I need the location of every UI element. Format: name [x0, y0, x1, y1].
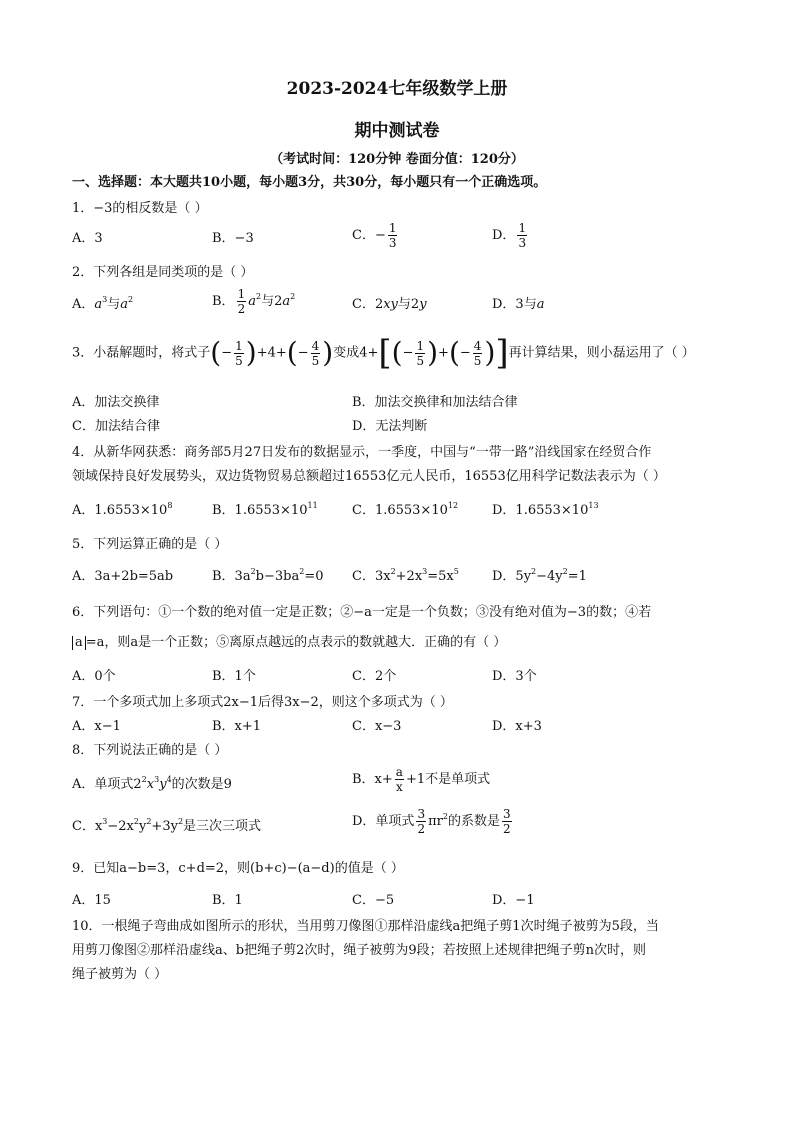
fraction: $\frac{1}{3}$ [388, 221, 397, 250]
exam-title: 2023-2024七年级数学上册 [286, 79, 508, 99]
q5-option-a: A．3a+2b=5ab [72, 569, 174, 584]
q8-option-b: B．x+ $\frac{a}{x}$ +1不是单项式 [352, 765, 491, 794]
q9-option-d: D．−1 [492, 893, 535, 908]
q1-option-a: A．3 [72, 231, 103, 246]
q3-option-d: D．无法判断 [352, 419, 428, 434]
q1-stem: 1．−3的相反数是（ ） [72, 201, 208, 216]
q6-option-a: A．0个 [72, 669, 116, 684]
q10-stem-line1: 10．一根绳子弯曲成如图所示的形状，当用剪刀像图①那样沿虚线a把绳子剪1次时绳子被剪为5段，当 [72, 919, 659, 934]
q4-option-a: A．$1.6553\times 10^8$ [72, 501, 173, 518]
q2-option-b: B． $\frac{1}{2}$ $a^2$与$2a^2$ [212, 287, 296, 316]
q8-option-a: A．单项式$2^2x^3y^4$的次数是9 [72, 775, 232, 792]
q3-option-c: C．加法结合律 [72, 419, 160, 434]
q7-option-b: B．x+1 [212, 719, 262, 734]
q8-stem: 8．下列说法正确的是（ ） [72, 743, 228, 758]
fraction: $\frac{a}{x}$ [395, 765, 403, 794]
q9-option-c: C．−5 [352, 893, 395, 908]
q6-option-b: B．1个 [212, 669, 256, 684]
q5-stem: 5．下列运算正确的是（ ） [72, 537, 228, 552]
q4-option-b: B．$1.6553\times 10^{11}$ [212, 501, 318, 518]
q7-stem: 7．一个多项式加上多项式2x−1后得3x−2，则这个多项式为（ ） [72, 695, 453, 710]
q2-stem: 2．下列各组是同类项的是（ ） [72, 265, 254, 280]
q3-option-a: A．加法交换律 [72, 395, 160, 410]
q9-option-b: B．1 [212, 893, 243, 908]
q10-stem-line2: 用剪刀像图②那样沿虚线a、b把绳子剪2次时，绳子被剪为9段；若按照上述规律把绳子剪n次时，则 [72, 943, 646, 958]
q6-stem-line1: 6．下列语句：①一个数的绝对值一定是正数；②−a一定是一个负数；③没有绝对值为−3的数；④若 [72, 605, 652, 620]
q6-option-c: C．2个 [352, 669, 397, 684]
q2-option-c: C．2xy与2y [352, 297, 427, 312]
q2-option-d: D．3与a [492, 297, 545, 312]
exam-info: （考试时间：120分钟 卷面分值：120分） [270, 152, 524, 167]
q8-option-c: C．$x^3-2x^2y^2+3y^2$是三次三项式 [72, 817, 262, 834]
q4-option-c: C．$1.6553\times 10^{12}$ [352, 501, 459, 518]
section-heading: 一、选择题：本大题共10小题，每小题3分，共30分，每小题只有一个正确选项。 [72, 175, 547, 190]
q4-stem-line1: 4．从新华网获悉：商务部5月27日发布的数据显示，一季度，中国与“一带一路”沿线国家在经贸合作 [72, 445, 652, 460]
q5-option-d: D．$5y^2-4y^2=1$ [492, 567, 587, 584]
fraction: $\frac{4}{5}$ [311, 338, 320, 368]
q6-stem-line2: a =a，则a是一个正数；⑤离原点越远的点表示的数就越大．正确的有（ ） [72, 634, 506, 652]
q5-option-b: B．$3a^2b-3ba^2=0$ [212, 567, 324, 584]
q4-stem-line2: 领域保持良好发展势头，双边货物贸易总额超过16553亿元人民币，16553亿用科学记数法表示为（ ） [72, 469, 666, 484]
q7-option-c: C．x−3 [352, 719, 402, 734]
fraction: $\frac{1}{2}$ [237, 287, 246, 316]
q1-option-d: D． $\frac{1}{3}$ [492, 221, 527, 250]
fraction: $\frac{1}{5}$ [416, 338, 425, 368]
exam-subtitle: 期中测试卷 [354, 121, 440, 141]
q7-option-d: D．x+3 [492, 719, 542, 734]
fraction: $\frac{3}{2}$ [417, 807, 426, 836]
q9-option-a: A．15 [72, 893, 111, 908]
q8-option-d: D．单项式 $\frac{3}{2}$ $\pi r^2$的系数是 $\frac{3}{2}$ [352, 807, 511, 836]
q3-option-b: B．加法交换律和加法结合律 [352, 395, 518, 410]
q1-option-c: C．− $\frac{1}{3}$ [352, 221, 397, 250]
fraction: $\frac{1}{3}$ [518, 221, 527, 250]
q4-option-d: D．$1.6553\times 10^{13}$ [492, 501, 599, 518]
q2-option-a: A．$a^3$与$a^2$ [72, 295, 134, 312]
fraction: $\frac{1}{5}$ [235, 338, 243, 368]
fraction: $\frac{3}{2}$ [502, 807, 511, 836]
q9-stem: 9．已知a−b=3，c+d=2，则(b+c)−(a−d)的值是（ ） [72, 861, 404, 876]
q3-stem: 3．小磊解题时，将式子(− $\frac{1}{5}$ )+4+(− $\frac{4}{5}$ )变成4+[(− $\frac{1}{5}$ )+(− $\frac{4}{5}$ )]再计算结果，则小磊运用了（ ） [72, 333, 695, 373]
q10-stem-line3: 绳子被剪为（ ） [72, 967, 168, 982]
q6-option-d: D．3个 [492, 669, 537, 684]
fraction: $\frac{4}{5}$ [473, 338, 482, 368]
q7-option-a: A．x−1 [72, 719, 121, 734]
q1-option-b: B．−3 [212, 231, 254, 246]
q5-option-c: C．$3x^2+2x^3=5x^5$ [352, 567, 459, 584]
